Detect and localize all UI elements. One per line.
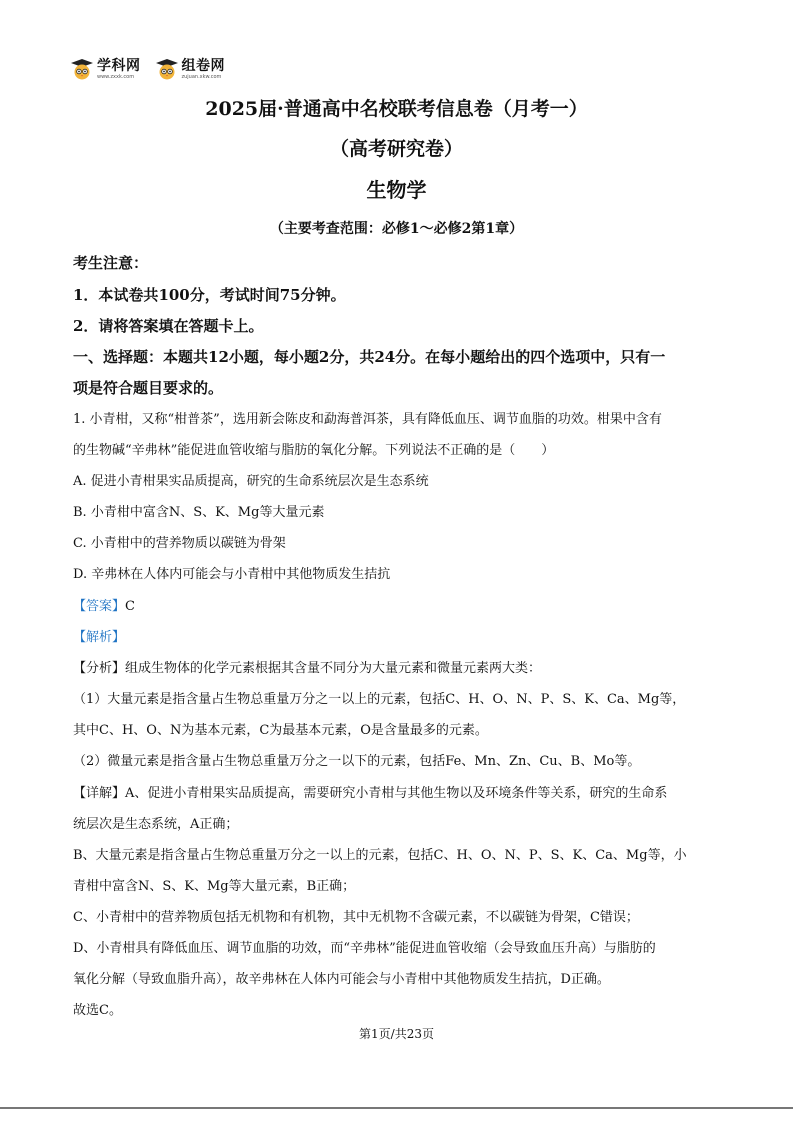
graduate-owl-icon — [155, 58, 179, 80]
conclusion: 故选C。 — [73, 1003, 122, 1018]
detail-line-3: B、大量元素是指含量占生物总重量万分之一以上的元素，包括C、H、O、N、P、S、K、Ca、Mg等，小 — [73, 848, 687, 863]
graduate-owl-icon — [70, 58, 94, 80]
logo-bar — [70, 58, 239, 80]
section-heading-line-2: 项是符合题目要求的。 — [73, 379, 224, 397]
section-heading-line-1: 一、选择题：本题共12小题，每小题2分，共24分。在每小题给出的四个选项中，只有一 — [73, 348, 666, 366]
option-b: B. 小青柑中富含N、S、K、Mg等大量元素 — [73, 505, 325, 520]
answer-tag: 【答案】 — [73, 599, 126, 614]
xuekewang-logo-url: www.zxxk.com — [97, 74, 135, 80]
analysis-point-1-line-1: （1）大量元素是指含量占生物总重量万分之一以上的元素，包括C、H、O、N、P、S、K、Ca、Mg等， — [73, 692, 686, 707]
zujuanwang-logo-url: zujuan.xkw.com — [181, 74, 222, 80]
answer-value: C — [125, 599, 135, 614]
detail-line-2: 统层次是生态系统，A正确； — [73, 817, 239, 832]
exam-title: 2025届·普通高中名校联考信息卷（月考一） — [205, 98, 588, 120]
detail-line-1: 【详解】A、促进小青柑果实品质提高，需要研究小青柑与其他生物以及环境条件等关系，研究的生命系 — [73, 786, 668, 801]
notice-item-2: 2．请将答案填在答题卡上。 — [73, 317, 264, 335]
detail-line-6: D、小青柑具有降低血压、调节血脂的功效，而“辛弗林”能促进血管收缩（会导致血压升高）与脂肪的 — [73, 941, 656, 956]
zujuanwang-logo-name: 组卷网 — [181, 58, 225, 74]
page-bottom-divider — [0, 1107, 793, 1109]
notice-item-1: 1．本试卷共100分，考试时间75分钟。 — [73, 286, 346, 304]
option-c: C. 小青柑中的营养物质以碳链为骨架 — [73, 536, 286, 551]
question-stem-line-2: 的生物碱“辛弗林”能促进血管收缩与脂肪的氧化分解。下列说法不正确的是（ ） — [73, 443, 555, 458]
option-d: D. 辛弗林在人体内可能会与小青柑中其他物质发生拮抗 — [73, 567, 391, 582]
zujuanwang-logo[interactable] — [155, 58, 226, 80]
option-a: A. 促进小青柑果实品质提高，研究的生命系统层次是生态系统 — [73, 474, 429, 489]
exam-subtitle: （高考研究卷） — [329, 138, 463, 160]
exam-scope: （主要考查范围：必修1～必修2第1章） — [269, 221, 524, 237]
analysis-point-1-line-2: 其中C、H、O、N为基本元素，C为最基本元素，O是含量最多的元素。 — [73, 723, 488, 738]
analysis-point-2: （2）微量元素是指含量占生物总重量万分之一以下的元素，包括Fe、Mn、Zn、Cu、B、Mo等。 — [73, 754, 641, 769]
detail-line-4: 青柑中富含N、S、K、Mg等大量元素，B正确； — [73, 879, 356, 894]
analysis-tag: 【解析】 — [73, 630, 126, 645]
xuekewang-logo[interactable] — [70, 58, 141, 80]
question-stem-line-1: 1. 小青柑，又称“柑普茶”，选用新会陈皮和勐海普洱茶，具有降低血压、调节血脂的功效。柑果中含有 — [73, 412, 662, 427]
detail-line-5: C、小青柑中的营养物质包括无机物和有机物，其中无机物不含碳元素，不以碳链为骨架，C错误； — [73, 910, 639, 925]
answer-line — [73, 595, 723, 614]
analysis-summary: 【分析】组成生物体的化学元素根据其含量不同分为大量元素和微量元素两大类： — [73, 661, 542, 676]
detail-line-7: 氧化分解（导致血脂升高），故辛弗林在人体内可能会与小青柑中其他物质发生拮抗，D正确。 — [73, 972, 610, 987]
xuekewang-logo-name: 学科网 — [97, 58, 141, 74]
subject-title: 生物学 — [366, 178, 427, 202]
notice-heading: 考生注意： — [73, 254, 149, 272]
page-number: 第1页/共23页 — [359, 1027, 434, 1041]
